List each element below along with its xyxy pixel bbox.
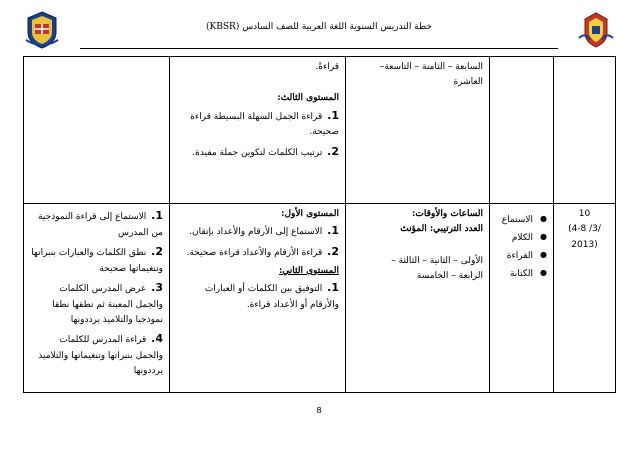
- week-number: 10: [578, 209, 591, 219]
- list-item: 1. الاستماع إلى الأرقام والأعداد بإتقان.: [189, 224, 339, 238]
- header-divider: [80, 48, 558, 49]
- order-values-1: الأولى – الثانية – الثالثة –: [391, 255, 483, 266]
- list-item: 3. عرض المدرس الكلمات والجمل المعينة ثم نطقها نطقا نموذجيا والتلاميذ يرددونها: [52, 280, 163, 325]
- time-cell: [346, 57, 490, 204]
- list-item: 2. قراءة الأرقام والأعداد قراءة صحيحة.: [186, 244, 339, 258]
- activities-cell: [24, 57, 170, 204]
- week-date: (4-8 /3/: [568, 224, 601, 235]
- list-item: 1. قراءة الجمل السهلة البسيطة قراءة صحيحة.: [190, 108, 339, 138]
- header-title: خطة التدريس السنوية اللغة العربية للصف السادس (KBSR): [206, 22, 432, 32]
- list-item: 2. ترتيب الكلمات لتكوين جملة مفيدة.: [192, 144, 339, 158]
- time-text: السابعة – الثامنة – التاسعة– العاشرة: [379, 62, 483, 88]
- week-cell: [554, 204, 616, 393]
- list-item: 2. نطق الكلمات والعبارات بنبراتها وتنغيماتها صحيحة: [31, 244, 163, 274]
- skill-item: ● الكلام: [496, 229, 547, 247]
- activities-cell: [24, 204, 170, 393]
- school-crest-icon: [22, 10, 62, 50]
- level2-title: المستوى الثاني:: [278, 265, 339, 276]
- table-row: [24, 204, 616, 393]
- page-number: 8: [316, 406, 322, 415]
- time-cell: [346, 204, 490, 393]
- list-item: 1. التوفيق بين الكلمات أو العبارات والأرقام أو الأعداد قراءة.: [204, 280, 339, 310]
- list-item: 4. قراءة المدرس للكلمات والجمل بنبراتها وتنغيماتها والتلاميذ يرددونها: [38, 332, 163, 377]
- list-item: 1. الاستماع إلى قراءة النموذجية من المدرس: [38, 209, 163, 238]
- level1-title: المستوى الأول:: [281, 209, 339, 219]
- order-label: العدد الترتيبي: المؤنث: [400, 224, 483, 235]
- skills-cell: [490, 204, 554, 393]
- level-cell: [170, 57, 346, 204]
- time-title: الساعات والأوقات:: [412, 209, 483, 219]
- level3-title: المستوى الثالث:: [277, 93, 339, 104]
- table-row: [24, 57, 616, 204]
- ministry-crest-icon: [576, 10, 616, 50]
- skill-item: ● الكتابة: [496, 265, 547, 283]
- page-header: [22, 8, 616, 54]
- order-values-2: الرابعة – الخامسة: [416, 270, 483, 281]
- teaching-plan-table: [23, 56, 616, 393]
- skill-item: ● القراءة: [496, 247, 547, 265]
- level-text-top: قراءةً.: [315, 62, 339, 72]
- level-cell: [170, 204, 346, 393]
- week-cell: [554, 57, 616, 204]
- skills-cell: [490, 57, 554, 204]
- skill-item: ● الاستماع: [496, 211, 547, 229]
- week-year: 2013): [571, 239, 598, 250]
